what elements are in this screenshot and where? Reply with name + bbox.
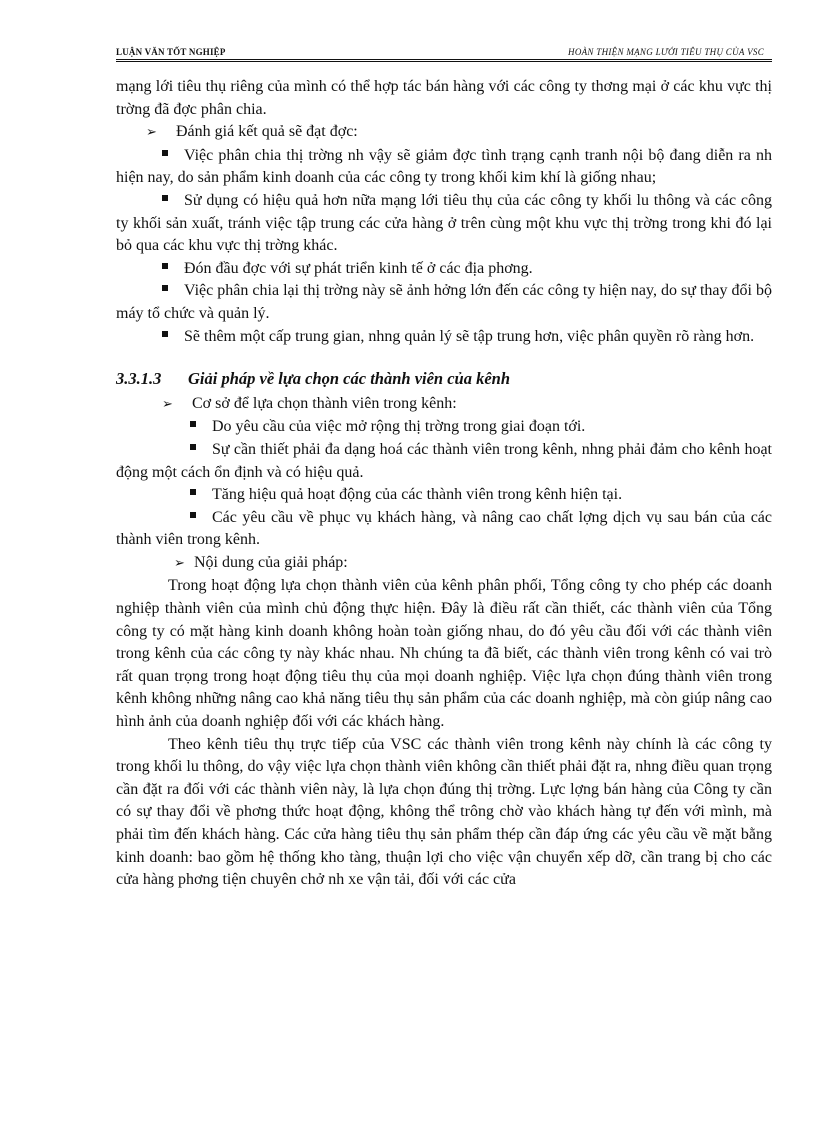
bullet-text: Sự cần thiết phải đa dạng hoá các thành viên trong kênh, nhng phải đảm cho kênh hoạt động một cách ổn định và có hiệu quả.: [116, 440, 772, 481]
bullet-item: [116, 484, 772, 507]
header-rule-double: [116, 61, 772, 62]
document-body: [116, 76, 772, 892]
bullet-item: [116, 507, 772, 552]
bullet-text: Đón đầu đợc với sự phát triển kinh tế ở các địa phơng.: [184, 259, 533, 277]
header-rule: [116, 59, 772, 60]
square-bullet-icon: [162, 150, 168, 156]
square-bullet-icon: [162, 263, 168, 269]
square-bullet-icon: [162, 195, 168, 201]
square-bullet-icon: [162, 331, 168, 337]
bullet-text: Việc phân chia lại thị trờng này sẽ ảnh hởng lớn đến các công ty hiện nay, do sự thay đổi bộ máy tổ chức và quản lý.: [116, 282, 772, 322]
bullet-text: Sử dụng có hiệu quả hơn nữa mạng lới tiêu thụ của các công ty khối lu thông và các công ty khối sản xuất, tránh việc tập trung các cửa hàng ở trên cùng một khu vực thị trờng trong khi đó lại bỏ qua các khu vực thị trờng khác.: [116, 191, 772, 255]
bullet-text: Các yêu cầu về phục vụ khách hàng, và nâng cao chất lợng dịch vụ sau bán của các thành viên trong kênh.: [116, 508, 772, 549]
body-paragraph: Trong hoạt động lựa chọn thành viên của kênh phân phối, Tổng công ty cho phép các doanh nghiệp thành viên của mình chủ động thực hiện. Đây là điều rất cần thiết, các thành viên của Tổng công ty có mặt hàng kinh doanh không hoàn toàn giống nhau, do đó yêu cầu đối với các thành viên trong kênh của các công ty này khác nhau. Nh chúng ta đã biết, các thành viên trong kênh có vai trò rất quan trọng trong hoạt động tiêu thụ của mọi doanh nghiệp. Việc lựa chọn đúng thành viên trong kênh không những nâng cao khả năng tiêu thụ sản phẩm của các doanh nghiệp, mà còn giúp nâng cao hình ảnh của doanh nghiệp đối với các khách hàng.: [116, 577, 772, 731]
arrow-item-text: Cơ sở để lựa chọn thành viên trong kênh:: [192, 394, 457, 412]
arrow-bullet-icon: ➢: [174, 555, 185, 571]
arrow-item-expected-results: [116, 121, 772, 145]
bullet-item: [116, 190, 772, 258]
running-header: [116, 47, 772, 65]
header-left-title: LUẬN VĂN TỐT NGHIỆP: [116, 47, 226, 57]
bullet-item: [116, 145, 772, 190]
section-title: Giải pháp về lựa chọn các thành viên của kênh: [188, 369, 511, 389]
square-bullet-icon: [190, 444, 196, 450]
header-right-title: HOÀN THIỆN MẠNG LƯỚI TIÊU THỤ CỦA VSC: [568, 47, 764, 57]
square-bullet-icon: [190, 512, 196, 518]
arrow-bullet-icon: ➢: [162, 396, 173, 412]
arrow-bullet-icon: ➢: [146, 125, 157, 141]
bullet-text: Tăng hiệu quả hoạt động của các thành viên trong kênh hiện tại.: [212, 486, 623, 504]
square-bullet-icon: [162, 285, 168, 291]
bullet-item: [116, 326, 772, 349]
bullet-text: Sẽ thêm một cấp trung gian, nhng quản lý sẽ tập trung hơn, việc phân quyền rõ ràng hơn.: [184, 327, 755, 345]
arrow-item-selection-basis: [116, 393, 772, 417]
bullet-text: Do yêu cầu của việc mở rộng thị trờng trong giai đoạn tới.: [212, 418, 586, 436]
body-paragraph: Theo kênh tiêu thụ trực tiếp của VSC các thành viên trong kênh này chính là các công ty trong khối lu thông, do vậy việc lựa chọn thành viên không cần thiết phải đặt ra, nhng điều quan trọng cần đặt ra đối với các thành viên này, là lựa chọn đúng thị trờng. Lực lợng bán hàng của Công ty cần có sự thay đổi về phơng thức hoạt động, không thể trông chờ vào khách hàng tự đến với mình, mà phải tìm đến khách hàng. Các cửa hàng tiêu thụ sản phẩm thép cần đáp ứng các yêu cầu về mặt bằng kinh doanh: bao gồm hệ thống kho tàng, thuận lợi cho việc vận chuyển xếp dỡ, cần trang bị cho các cửa hàng phơng tiện chuyên chở nh xe vận tải, đối với các cửa: [116, 735, 772, 889]
arrow-item-solution-content: [116, 552, 772, 576]
arrow-item-text: Đánh giá kết quả sẽ đạt đợc:: [176, 123, 358, 141]
square-bullet-icon: [190, 489, 196, 495]
section-number: 3.3.1.3: [116, 369, 162, 389]
paragraph-continuation: mạng lới tiêu thụ riêng của mình có thể hợp tác bán hàng với các công ty thơng mại ở các khu vực thị trờng đã đợc phân chia.: [116, 78, 772, 118]
bullet-item: [116, 280, 772, 325]
square-bullet-icon: [190, 421, 196, 427]
bullet-item: [116, 258, 772, 281]
arrow-item-text: Nội dung của giải pháp:: [194, 553, 348, 571]
section-heading: [116, 368, 772, 391]
bullet-item: [116, 416, 772, 439]
bullet-text: Việc phân chia thị trờng nh vậy sẽ giảm đợc tình trạng cạnh tranh nội bộ đang diễn ra nh hiện nay, do sản phẩm kinh doanh của các công ty trong khối kim khí là giống nhau;: [116, 146, 772, 187]
bullet-item: [116, 439, 772, 484]
